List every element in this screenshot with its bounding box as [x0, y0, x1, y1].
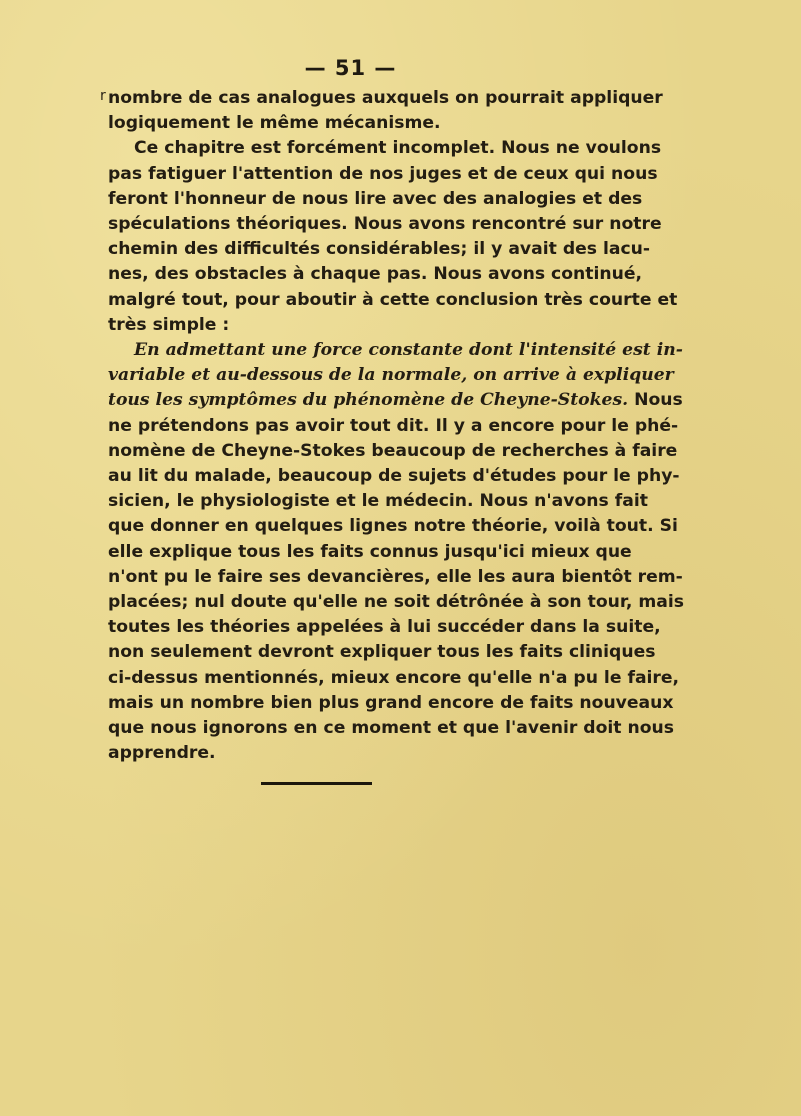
- text-tail: Nous: [628, 390, 683, 411]
- text-line: très simple :: [108, 314, 230, 335]
- italic-phrase: tous les symptômes du phénomène de Cheyne-Stokes.: [108, 390, 629, 411]
- text-line: nes, des obstacles à chaque pas. Nous avons continué,: [108, 264, 643, 285]
- text-line: ci-dessus mentionnés, mieux encore qu'elle n'a pu le faire,: [108, 667, 680, 688]
- text-line: logiquement le même mécanisme.: [108, 113, 441, 134]
- margin-mark: r: [100, 88, 106, 104]
- text-line: spéculations théoriques. Nous avons rencontré sur notre: [108, 214, 662, 235]
- text-line: non seulement devront expliquer tous les faits cliniques: [108, 642, 656, 663]
- text-line: pas fatiguer l'attention de nos juges et de ceux qui nous: [108, 163, 658, 184]
- text-line: chemin des difficultés considérables; il y avait des lacu-: [108, 239, 651, 260]
- text-line: placées; nul doute qu'elle ne soit détrônée à son tour, mais: [108, 592, 685, 613]
- section-end-rule: [261, 782, 372, 785]
- text-line: ne prétendons pas avoir tout dit. Il y a encore pour le phé-: [108, 415, 679, 436]
- text-line: au lit du malade, beaucoup de sujets d'études pour le phy-: [108, 466, 680, 487]
- mixed-text-line: [108, 388, 683, 413]
- text-line: mais un nombre bien plus grand encore de faits nouveaux: [108, 692, 674, 713]
- body-text: [108, 86, 685, 766]
- text-line: feront l'honneur de nous lire avec des analogies et des: [108, 188, 643, 209]
- page-number: — 51 —: [304, 56, 397, 80]
- italic-text-line: En admettant une force constante dont l'intensité est in-: [134, 340, 683, 361]
- text-line: Ce chapitre est forcément incomplet. Nous ne voulons: [134, 138, 662, 159]
- text-line: malgré tout, pour aboutir à cette conclusion très courte et: [108, 289, 678, 310]
- text-line: nomène de Cheyne-Stokes beaucoup de recherches à faire: [108, 440, 678, 461]
- text-line: que nous ignorons en ce moment et que l'avenir doit nous: [108, 718, 675, 739]
- text-line: nombre de cas analogues auxquels on pourrait appliquer: [108, 88, 663, 108]
- text-line: sicien, le physiologiste et le médecin. Nous n'avons fait: [108, 491, 648, 512]
- italic-text-line: variable et au-dessous de la normale, on arrive à expliquer: [108, 365, 674, 386]
- text-line: elle explique tous les faits connus jusqu'ici mieux que: [108, 541, 632, 562]
- text-line: que donner en quelques lignes notre théorie, voilà tout. Si: [108, 516, 678, 537]
- text-line: apprendre.: [108, 743, 216, 764]
- text-line: n'ont pu le faire ses devancières, elle les aura bientôt rem-: [108, 566, 683, 587]
- text-line: toutes les théories appelées à lui succéder dans la suite,: [108, 617, 661, 638]
